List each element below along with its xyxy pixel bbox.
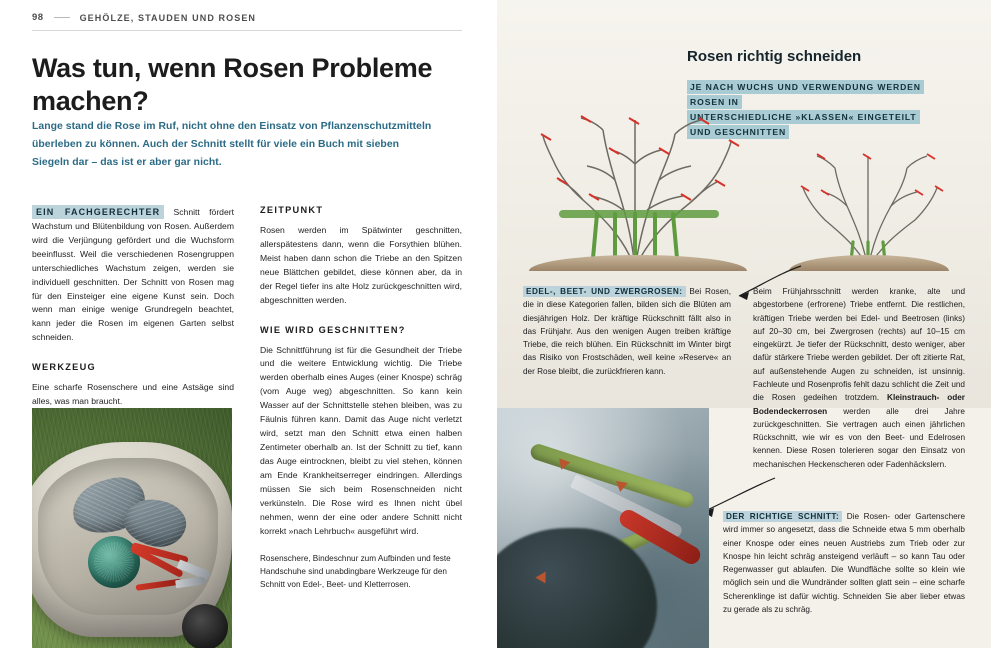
rose-bush-illustration-large: [523, 110, 753, 270]
photo-tools-in-wheelbarrow: [32, 408, 232, 648]
lead-in-label: EIN FACHGERECHTER: [32, 205, 164, 219]
subhead-zeitpunkt: ZEITPUNKT: [260, 205, 324, 215]
body-column-2: [260, 205, 462, 547]
subhead-wie-wird-geschnitten: WIE WIRD GESCHNITTEN?: [260, 324, 406, 335]
kicker-line-2: UNTERSCHIEDLICHE »KLASSEN« EINGETEILT UND GESCHNITTEN: [687, 110, 920, 139]
subhead-werkzeug: WERKZEUG: [32, 362, 96, 373]
paragraph: Eine scharfe Rosenschere und eine Astsäge sind alles, was man braucht.: [32, 382, 234, 407]
paragraph-text: Schnitt fördert Wachstum und Blütenbildung von Rosen. Außerdem wird die Verjüngung gefördert und die Wuchsform beeinflusst. Weil die verschiedenen Rosengruppen unterschiedliches Wachstum zeigen, werden sie individuell geschnitten. Der Schnitt von Rosen mag für den Einsteiger eine eigene Kunst sein. Doch wenn man einige wenige Grundregeln beachtet, kann jeder die Rosen im eigenen Garten selbst schneiden.: [32, 207, 234, 343]
section-title: Rosen richtig schneiden: [687, 48, 862, 65]
paragraph: Rosen werden im Spätwinter geschnitten, allerspätestens dann, wenn die Forsythien blühen. Meist haben dann schon die Triebe an den Spitzen neue Blättchen gebildet, diese können aber, da in der Regel tiefer ins alte Holz zurückgeschnitten wird, abgeschnitten werden.: [260, 225, 462, 305]
tag-text: Bei Rosen, die in diese Kategorien fallen, bilden sich die Blüten am diesjährigen Holz. Der kräftige Rückschnitt fällt also in das Frühjahr. Aus den wenigen Augen treiben kräftige Triebe, die reich blühen. Ein Rückschnitt im Winter birgt das Risiko von Frostschäden, weil keine »Reserve« an der Rose bleibt, die zurückfrieren kann.: [523, 287, 731, 376]
header-rule: [32, 30, 462, 31]
tag-text: Die Rosen- oder Gartenschere wird immer so angesetzt, dass die Schneide etwa 5 mm oberhalb einer Knospe oder eines neuen Austriebs zum Trieb oder zur Knospe hin leicht schräg ansteigend verläuft – so kann Tau oder Regenwasser gut ablaufen. Die Wundfläche sollte so klein wie möglich sein und die Wundränder sollten glatt sein – eine scharfe Scherenklinge ist dafür wichtig. Schneiden Sie aber lieber etwas zu gerade als zu schräg.: [723, 512, 965, 614]
right-page: [497, 0, 991, 648]
intro-paragraph: Lange stand die Rose im Ruf, nicht ohne den Einsatz von Pflanzenschutzmitteln überleben zu können. Auch der Schnitt stellt für viele ein Buch mit sieben Siegeln dar – das ist er aber gar nicht.: [32, 121, 432, 168]
photo-caption: Rosenschere, Bindeschnur zum Aufbinden und feste Handschuhe sind unabdingbare Werkzeuge für den Schnitt von Edel-, Beet- und Kletterrosen.: [260, 554, 451, 590]
folio-number: 98: [32, 12, 44, 23]
wheelbarrow-wheel: [182, 604, 228, 648]
kicker-line-1: JE NACH WUCHS UND VERWENDUNG WERDEN ROSEN IN: [687, 80, 924, 109]
thorn-icon: [614, 481, 628, 493]
cut-marks-group: [801, 154, 943, 195]
paragraph-text: Beim Frühjahrsschnitt werden kranke, alte und abgestorbene (erfrorene) Triebe entfernt. Die restlichen, kräftigen Triebe werden bei Edel- und Beetrosen (links) auf 20–30 cm, bei Zwergrosen (rechts) auf 10–15 cm eingekürzt. Je tiefer der Rückschnitt, desto weniger, aber dafür stärkere Triebe werden gebildet. Der oft zitierte Rat, auf außenstehende Augen zu schneiden, ist unsinnig. Fachleute und Rosenprofis fehlt dazu schlicht die Zeit und die Rosen gedeihen trotzdem.: [753, 287, 965, 403]
paragraph: [32, 205, 234, 345]
photo-pruning-closeup: [497, 408, 709, 648]
paragraph: Die Schnittführung ist für die Gesundheit der Triebe und die weitere Entwicklung wichtig. Die Triebe werden oberhalb eines Auges (einer Knospe) schräg (vom Auge weg) abgeschnitten. So kann kein Wasser auf der Schnittstelle stehen bleiben, was zu Fäulnis führen kann. Damit das Auge nicht verletzt wird, setzt man den Schnitt etwa einen halben Zentimeter oberhalb an. Ist der Schnitt zu tief, kann das Auge eintrocknen, bleibt zu viel stehen, können am Ende Krankheitserreger eindringen. Allerdings müssen Sie sich beim Rosenschneiden nicht verkünsteln. Die Rose wird es Ihnen nicht übel nehmen, wenn der eine oder andere Schnitt nicht korrekt »nach Lehrbuch« ausgeführt wird.: [260, 344, 462, 536]
shear-blade: [175, 576, 206, 588]
page-title: Was tun, wenn Rosen Probleme machen?: [32, 53, 433, 117]
text-block-fruehjahrsschnitt: [753, 285, 965, 471]
cut-level-band: [559, 210, 719, 218]
text-block-richtiger-schnitt: [723, 510, 965, 616]
bold-lead-label: Kleinstrauch- oder Bodendeckerrosen: [753, 393, 965, 416]
tag-label: EDEL-, BEET- UND ZWERGROSEN:: [523, 286, 686, 297]
rose-bush-illustration-small: [773, 150, 963, 270]
page-header: [32, 12, 256, 23]
header-divider: [54, 17, 70, 18]
running-head: GEHÖLZE, STAUDEN UND ROSEN: [79, 12, 257, 23]
paragraph-text-2: werden alle drei Jahre zurückgeschnitten. Sie vertragen auch einen jährlichen Rückschnitt, wie wir es von den Beet- und Edelrosen kennen. Diese Rosen tolerieren sogar den Einsatz von mechanischen Heckenscheren oder Fadenhäckslern.: [753, 406, 965, 469]
tag-label: DER RICHTIGE SCHNITT:: [723, 511, 842, 522]
text-block-edelrosen: [523, 285, 731, 378]
